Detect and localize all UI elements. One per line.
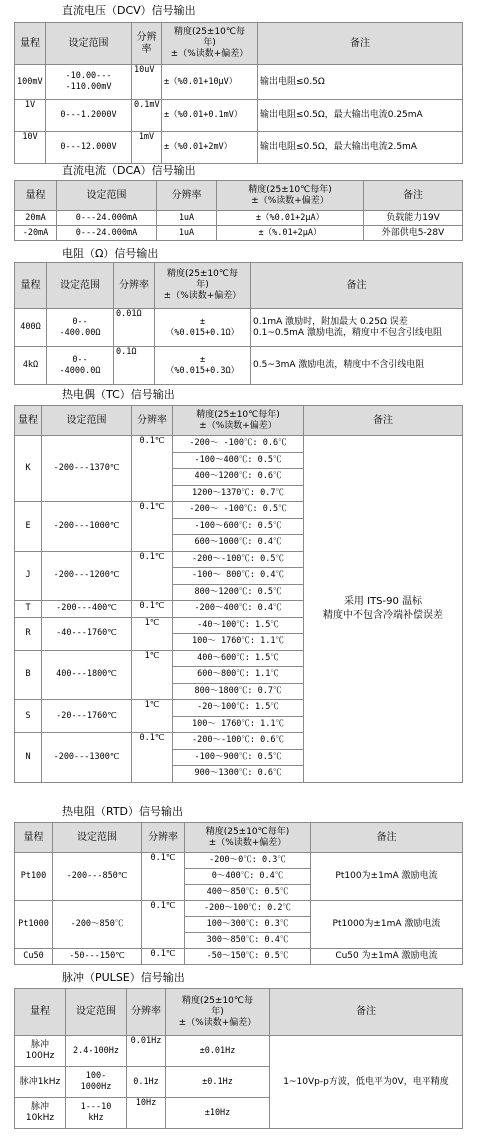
resolution-cell: 10Hz <box>127 1098 166 1129</box>
note-cell: Cu50 为±1mA 激励电流 <box>311 949 463 965</box>
range-cell: 400Ω <box>15 309 47 347</box>
dcv-title: 直流电压（DCV）信号输出 <box>62 4 196 17</box>
range-cell: B <box>15 650 42 700</box>
accuracy-cell: ±0.1Hz <box>166 1067 270 1098</box>
range-cell: Pt100 <box>15 853 53 901</box>
accuracy-cell: 100～300℃: 0.3℃ <box>185 917 311 933</box>
range-cell: E <box>15 502 42 552</box>
dcv-header-setting: 设定范围 <box>46 23 132 65</box>
accuracy-cell: -200～0℃: 0.3℃ <box>185 853 311 869</box>
setting-cell: -200---1370℃ <box>42 436 132 502</box>
accuracy-cell: 400～600℃: 1.5℃ <box>173 650 304 667</box>
setting-cell: -200---1300℃ <box>42 733 132 783</box>
table-row <box>15 436 463 453</box>
setting-cell: -200---1000℃ <box>42 502 132 552</box>
range-cell: Cu50 <box>15 949 53 965</box>
res-header-resolution: 分辨率 <box>114 263 155 309</box>
resolution-cell: 1℃ <box>132 700 173 733</box>
setting-cell: -200---400℃ <box>42 601 132 618</box>
accuracy-cell: 900～1300℃: 0.6℃ <box>173 766 304 783</box>
note-cell: 外部供电5-28V <box>364 226 463 241</box>
accuracy-cell: -20～100℃: 1.5℃ <box>173 700 304 717</box>
note-cell: 0.1mA 激励时，附加最大 0.25Ω 误差 0.1~0.5mA 激励电流，精度中不包含引线电阻 <box>251 309 463 347</box>
resistance-title: 电阻（Ω）信号输出 <box>62 247 159 260</box>
res-header-accuracy: 精度(25±10℃每 年) ±（%读数+偏差） <box>155 263 251 309</box>
accuracy-cell: ±（%0.01+10μV） <box>162 65 258 100</box>
accuracy-cell: 100～ 1760℃: 1.1℃ <box>173 634 304 651</box>
range-cell: S <box>15 700 42 733</box>
tc-header-note: 备注 <box>304 406 463 436</box>
rtd-header-note: 备注 <box>311 823 463 853</box>
accuracy-cell: ±（%0.01+0.1mV） <box>162 100 258 132</box>
table-row <box>15 132 463 164</box>
table-row <box>15 853 463 869</box>
resolution-cell: 1mV <box>132 132 162 164</box>
rtd-header-resolution: 分辨率 <box>142 823 185 853</box>
note-cell: Pt100为±1mA 激励电流 <box>311 853 463 901</box>
rtd-table <box>14 822 463 965</box>
table-row <box>15 100 463 132</box>
resolution-cell: 1uA <box>157 226 217 241</box>
setting-cell: 2.4-100Hz <box>66 1036 127 1067</box>
dca-header-setting: 设定范围 <box>57 181 157 211</box>
setting-cell: 0---12.000V <box>46 132 132 164</box>
range-cell: J <box>15 551 42 601</box>
accuracy-cell: -200～100℃: 0.2℃ <box>185 901 311 917</box>
setting-cell: 100- 1000Hz <box>66 1067 127 1098</box>
range-cell: 10V <box>15 132 46 164</box>
dcv-header-note: 备注 <box>258 23 463 65</box>
range-cell: 20mA <box>15 211 57 226</box>
res-header-setting: 设定范围 <box>47 263 114 309</box>
tc-title: 热电偶（TC）信号输出 <box>62 388 175 401</box>
resolution-cell: 1℃ <box>132 650 173 700</box>
setting-cell: -20---1760℃ <box>42 700 132 733</box>
dca-header-accuracy: 精度(25±10℃每年) ±（%读数+偏差） <box>217 181 364 211</box>
setting-cell: 400---1800℃ <box>42 650 132 700</box>
setting-cell: 0---1.2000V <box>46 100 132 132</box>
accuracy-cell: 600～800℃: 1.1℃ <box>173 667 304 684</box>
note-cell: 负载能力19V <box>364 211 463 226</box>
resolution-cell: 0.1mV <box>132 100 162 132</box>
accuracy-cell: 1200～1370℃: 0.7℃ <box>173 485 304 502</box>
accuracy-cell: ±（%0.01+2μA） <box>217 211 364 226</box>
resolution-cell: 0.1℃ <box>132 733 173 783</box>
range-cell: R <box>15 617 42 650</box>
accuracy-cell: 0～400℃: 0.4℃ <box>185 869 311 885</box>
res-header-range: 量程 <box>15 263 47 309</box>
accuracy-cell: -200～ -100℃: 0.5℃ <box>173 502 304 519</box>
dca-header-note: 备注 <box>364 181 463 211</box>
note-cell: 1~10Vp-p方波，低电平为0V，电平精度 <box>270 1036 463 1129</box>
accuracy-cell: ± （%0.015+0.1Ω） <box>155 309 251 347</box>
setting-cell: -200～850℃ <box>53 901 142 949</box>
resolution-cell: 0.1℃ <box>132 601 173 618</box>
resolution-cell: 0.1Ω <box>114 347 155 385</box>
accuracy-cell: ±（%0.01+2mV） <box>162 132 258 164</box>
dca-header-resolution: 分辨率 <box>157 181 217 211</box>
table-row <box>15 226 463 241</box>
range-cell: 脉冲 10kHz <box>15 1098 66 1129</box>
table-row <box>15 65 463 100</box>
accuracy-cell: -100～900℃: 0.5℃ <box>173 749 304 766</box>
table-row <box>15 347 463 385</box>
resolution-cell: 0.1℃ <box>132 502 173 552</box>
resolution-cell: 10uV <box>132 65 162 100</box>
setting-cell: -40---1760℃ <box>42 617 132 650</box>
note-cell: 0.5~3mA 激励电流，精度中不含引线电阻 <box>251 347 463 385</box>
pulse-header-note: 备注 <box>270 989 463 1036</box>
range-cell: K <box>15 436 42 502</box>
accuracy-cell: -100～600℃: 0.5℃ <box>173 518 304 535</box>
setting-cell: -50---150℃ <box>53 949 142 965</box>
range-cell: 4kΩ <box>15 347 47 385</box>
pulse-header-accuracy: 精度(25±10℃每 年) ±（%读数+偏差） <box>166 989 270 1036</box>
setting-cell: 0---24.000mA <box>57 226 157 241</box>
resolution-cell: 0.01Hz <box>127 1036 166 1067</box>
table-row <box>15 901 463 917</box>
rtd-header-accuracy: 精度(25±10℃每年) ±（%读数+偏差） <box>185 823 311 853</box>
accuracy-cell: 300～850℃: 0.4℃ <box>185 933 311 949</box>
accuracy-cell: -200～400℃: 0.4℃ <box>173 601 304 618</box>
resolution-cell: 1℃ <box>132 617 173 650</box>
dcv-header-accuracy: 精度(25±10℃每 年) ±（%读数+偏差） <box>162 23 258 65</box>
range-cell: 100mV <box>15 65 46 100</box>
range-cell: 脉冲1kHz <box>15 1067 66 1098</box>
resistance-table <box>14 262 463 385</box>
note-cell: Pt1000为±1mA 激励电流 <box>311 901 463 949</box>
note-cell: 输出电阻≤0.5Ω，最大输出电流0.25mA <box>258 100 463 132</box>
accuracy-cell: 800～1200℃: 0.5℃ <box>173 584 304 601</box>
accuracy-cell: 400～850℃: 0.5℃ <box>185 885 311 901</box>
tc-header-resolution: 分辨率 <box>132 406 173 436</box>
resolution-cell: 0.1℃ <box>132 551 173 601</box>
range-cell: T <box>15 601 42 618</box>
resolution-cell: 0.1℃ <box>142 949 185 965</box>
accuracy-cell: -40～100℃: 1.5℃ <box>173 617 304 634</box>
accuracy-cell: -200～-100℃: 0.5℃ <box>173 551 304 568</box>
resolution-cell: 0.1℃ <box>142 853 185 901</box>
accuracy-cell: ±10Hz <box>166 1098 270 1129</box>
pulse-title: 脉冲（PULSE）信号输出 <box>62 971 185 984</box>
table-row <box>15 949 463 965</box>
pulse-header-resolution: 分辨率 <box>127 989 166 1036</box>
pulse-header-setting: 设定范围 <box>66 989 127 1036</box>
note-cell: 采用 ITS-90 温标 精度中不包含冷端补偿误差 <box>304 436 463 783</box>
dcv-header-range: 量程 <box>15 23 46 65</box>
res-header-note: 备注 <box>251 263 463 309</box>
accuracy-cell: 400～1200℃: 0.6℃ <box>173 469 304 486</box>
resolution-cell: 1uA <box>157 211 217 226</box>
range-cell: N <box>15 733 42 783</box>
rtd-title: 热电阻（RTD）信号输出 <box>62 805 184 818</box>
table-row <box>15 211 463 226</box>
accuracy-cell: ±（%.01+2μA） <box>217 226 364 241</box>
accuracy-cell: 600～1000℃: 0.4℃ <box>173 535 304 552</box>
table-row <box>15 309 463 347</box>
rtd-header-setting: 设定范围 <box>53 823 142 853</box>
setting-cell: 0-- -4000.0Ω <box>47 347 114 385</box>
pulse-table <box>14 988 463 1129</box>
setting-cell: 1---10 kHz <box>66 1098 127 1129</box>
tc-header-accuracy: 精度(25±10℃每年) ±（%读数+偏差） <box>173 406 304 436</box>
accuracy-cell: -50～150℃: 0.5℃ <box>185 949 311 965</box>
accuracy-cell: -100～ 800℃: 0.4℃ <box>173 568 304 585</box>
setting-cell: -200---1200℃ <box>42 551 132 601</box>
resolution-cell: 0.1Hz <box>127 1067 166 1098</box>
tc-table <box>14 405 463 783</box>
dca-header-range: 量程 <box>15 181 57 211</box>
rtd-header-range: 量程 <box>15 823 53 853</box>
setting-cell: 0-- -400.00Ω <box>47 309 114 347</box>
resolution-cell: 0.1℃ <box>142 901 185 949</box>
accuracy-cell: ±0.01Hz <box>166 1036 270 1067</box>
accuracy-cell: 100～ 1760℃: 1.1℃ <box>173 716 304 733</box>
tc-header-range: 量程 <box>15 406 42 436</box>
dcv-header-resolution: 分辨 率 <box>132 23 162 65</box>
dca-table <box>14 180 463 241</box>
resolution-cell: 0.01Ω <box>114 309 155 347</box>
setting-cell: 0---24.000mA <box>57 211 157 226</box>
accuracy-cell: ± （%0.015+0.3Ω） <box>155 347 251 385</box>
accuracy-cell: -200～ -100℃: 0.6℃ <box>173 436 304 453</box>
range-cell: 1V <box>15 100 46 132</box>
accuracy-cell: -100～400℃: 0.5℃ <box>173 452 304 469</box>
accuracy-cell: 800～1800℃: 0.7℃ <box>173 683 304 700</box>
table-row <box>15 1036 463 1067</box>
resolution-cell: 0.1℃ <box>132 436 173 502</box>
note-cell: 输出电阻≤0.5Ω，最大输出电流2.5mA <box>258 132 463 164</box>
note-cell: 输出电阻≤0.5Ω <box>258 65 463 100</box>
range-cell: Pt1000 <box>15 901 53 949</box>
setting-cell: -10.00--- -110.00mV <box>46 65 132 100</box>
range-cell: 脉冲 100Hz <box>15 1036 66 1067</box>
setting-cell: -200---850℃ <box>53 853 142 901</box>
tc-header-setting: 设定范围 <box>42 406 132 436</box>
range-cell: -20mA <box>15 226 57 241</box>
pulse-header-range: 量程 <box>15 989 66 1036</box>
accuracy-cell: -200～-100℃: 0.6℃ <box>173 733 304 750</box>
dca-title: 直流电流（DCA）信号输出 <box>62 164 196 177</box>
dcv-table <box>14 22 463 164</box>
